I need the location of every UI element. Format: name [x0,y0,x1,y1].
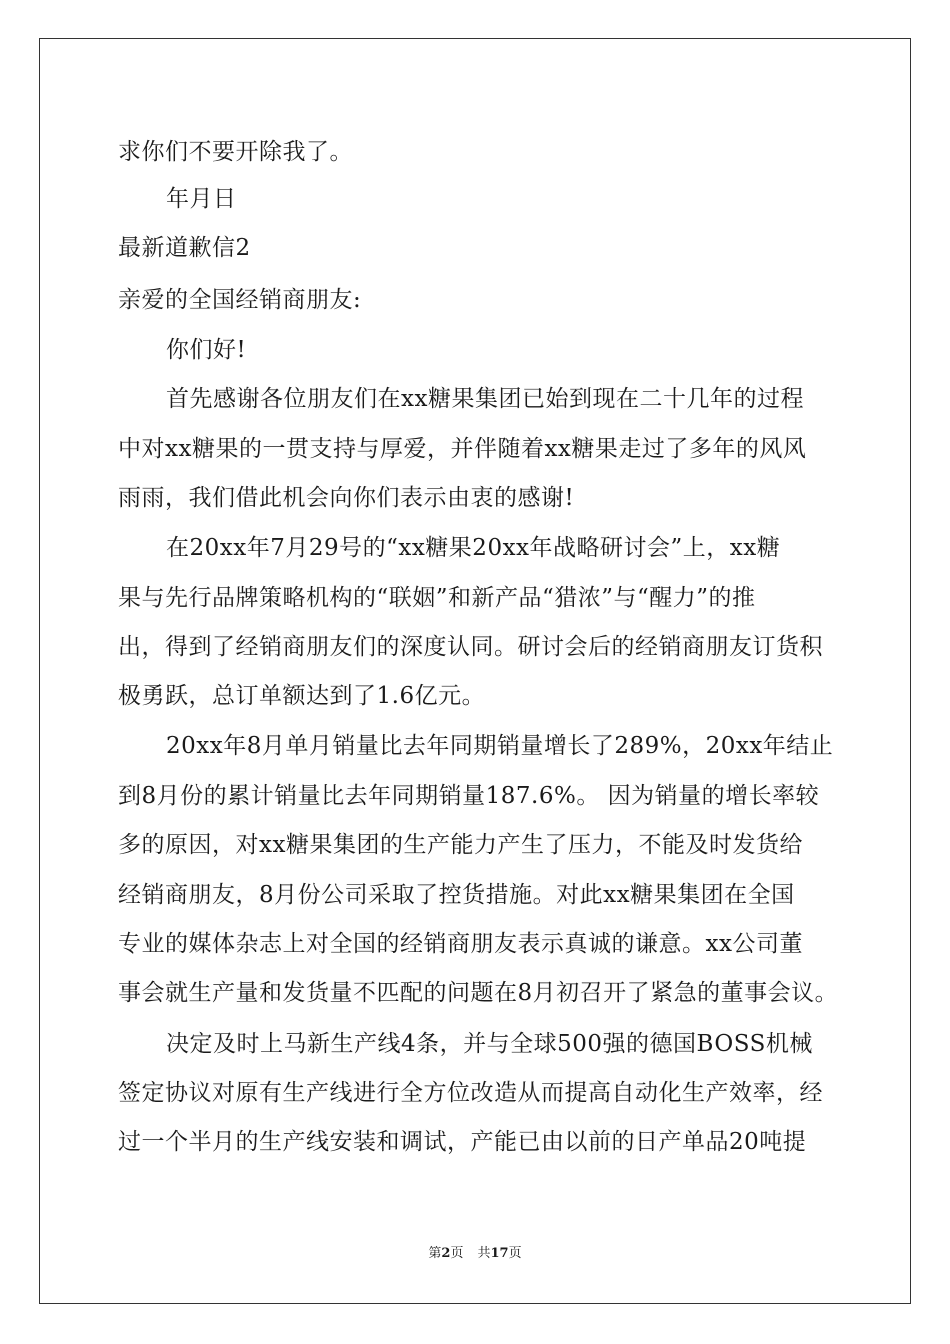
page-border [39,38,911,1304]
salutation: 亲爱的全国经销商朋友: [118,287,362,313]
body-line: 事会就生产量和发货量不匹配的问题在8月初召开了紧急的董事会议。 [118,980,839,1006]
body-line: 经销商朋友，8月份公司采取了控货措施。对此xx糖果集团在全国 [118,882,795,908]
body-line: 决定及时上马新生产线4条，并与全球500强的德国BOSS机械 [166,1031,813,1057]
body-line: 求你们不要开除我了。 [118,139,353,165]
body-line: 中对xx糖果的一贯支持与厚爱，并伴随着xx糖果走过了多年的风风 [118,436,807,462]
body-line: 过一个半月的生产线安装和调试，产能已由以前的日产单品20吨提 [118,1129,807,1155]
body-line: 签定协议对原有生产线进行全方位改造从而提高自动化生产效率，经 [118,1080,823,1106]
body-line: 极勇跃，总订单额达到了1.6亿元。 [118,683,486,709]
greeting: 你们好! [166,337,247,363]
body-line: 雨雨，我们借此机会向你们表示由衷的感谢! [118,485,575,511]
page-suffix: 页 [450,1246,464,1261]
body-line: 果与先行品牌策略机构的“联姻”和新产品“猎浓”与“醒力”的推 [118,585,756,611]
body-line: 出，得到了经销商朋友们的深度认同。研讨会后的经销商朋友订货积 [118,634,823,660]
page-number: 2 [441,1246,451,1261]
total-prefix: 共 [477,1246,491,1261]
body-line: 多的原因，对xx糖果集团的生产能力产生了压力，不能及时发货给 [118,832,803,858]
body-line: 专业的媒体杂志上对全国的经销商朋友表示真诚的谦意。xx公司董 [118,931,803,957]
body-line: 到8月份的累计销量比去年同期销量187.6%。 因为销量的增长率较 [118,783,820,809]
page-footer [0,1246,950,1262]
section-title: 最新道歉信2 [118,235,251,261]
page-prefix: 第 [428,1246,442,1261]
body-line: 在20xx年7月29号的“xx糖果20xx年战略研讨会”上，xx糖 [166,535,781,561]
body-line: 20xx年8月单月销量比去年同期销量增长了289%，20xx年结止 [166,733,834,759]
total-pages: 17 [490,1246,509,1261]
total-suffix: 页 [508,1246,522,1261]
body-line: 首先感谢各位朋友们在xx糖果集团已始到现在二十几年的过程 [166,386,804,412]
date-line: 年月日 [166,186,237,212]
